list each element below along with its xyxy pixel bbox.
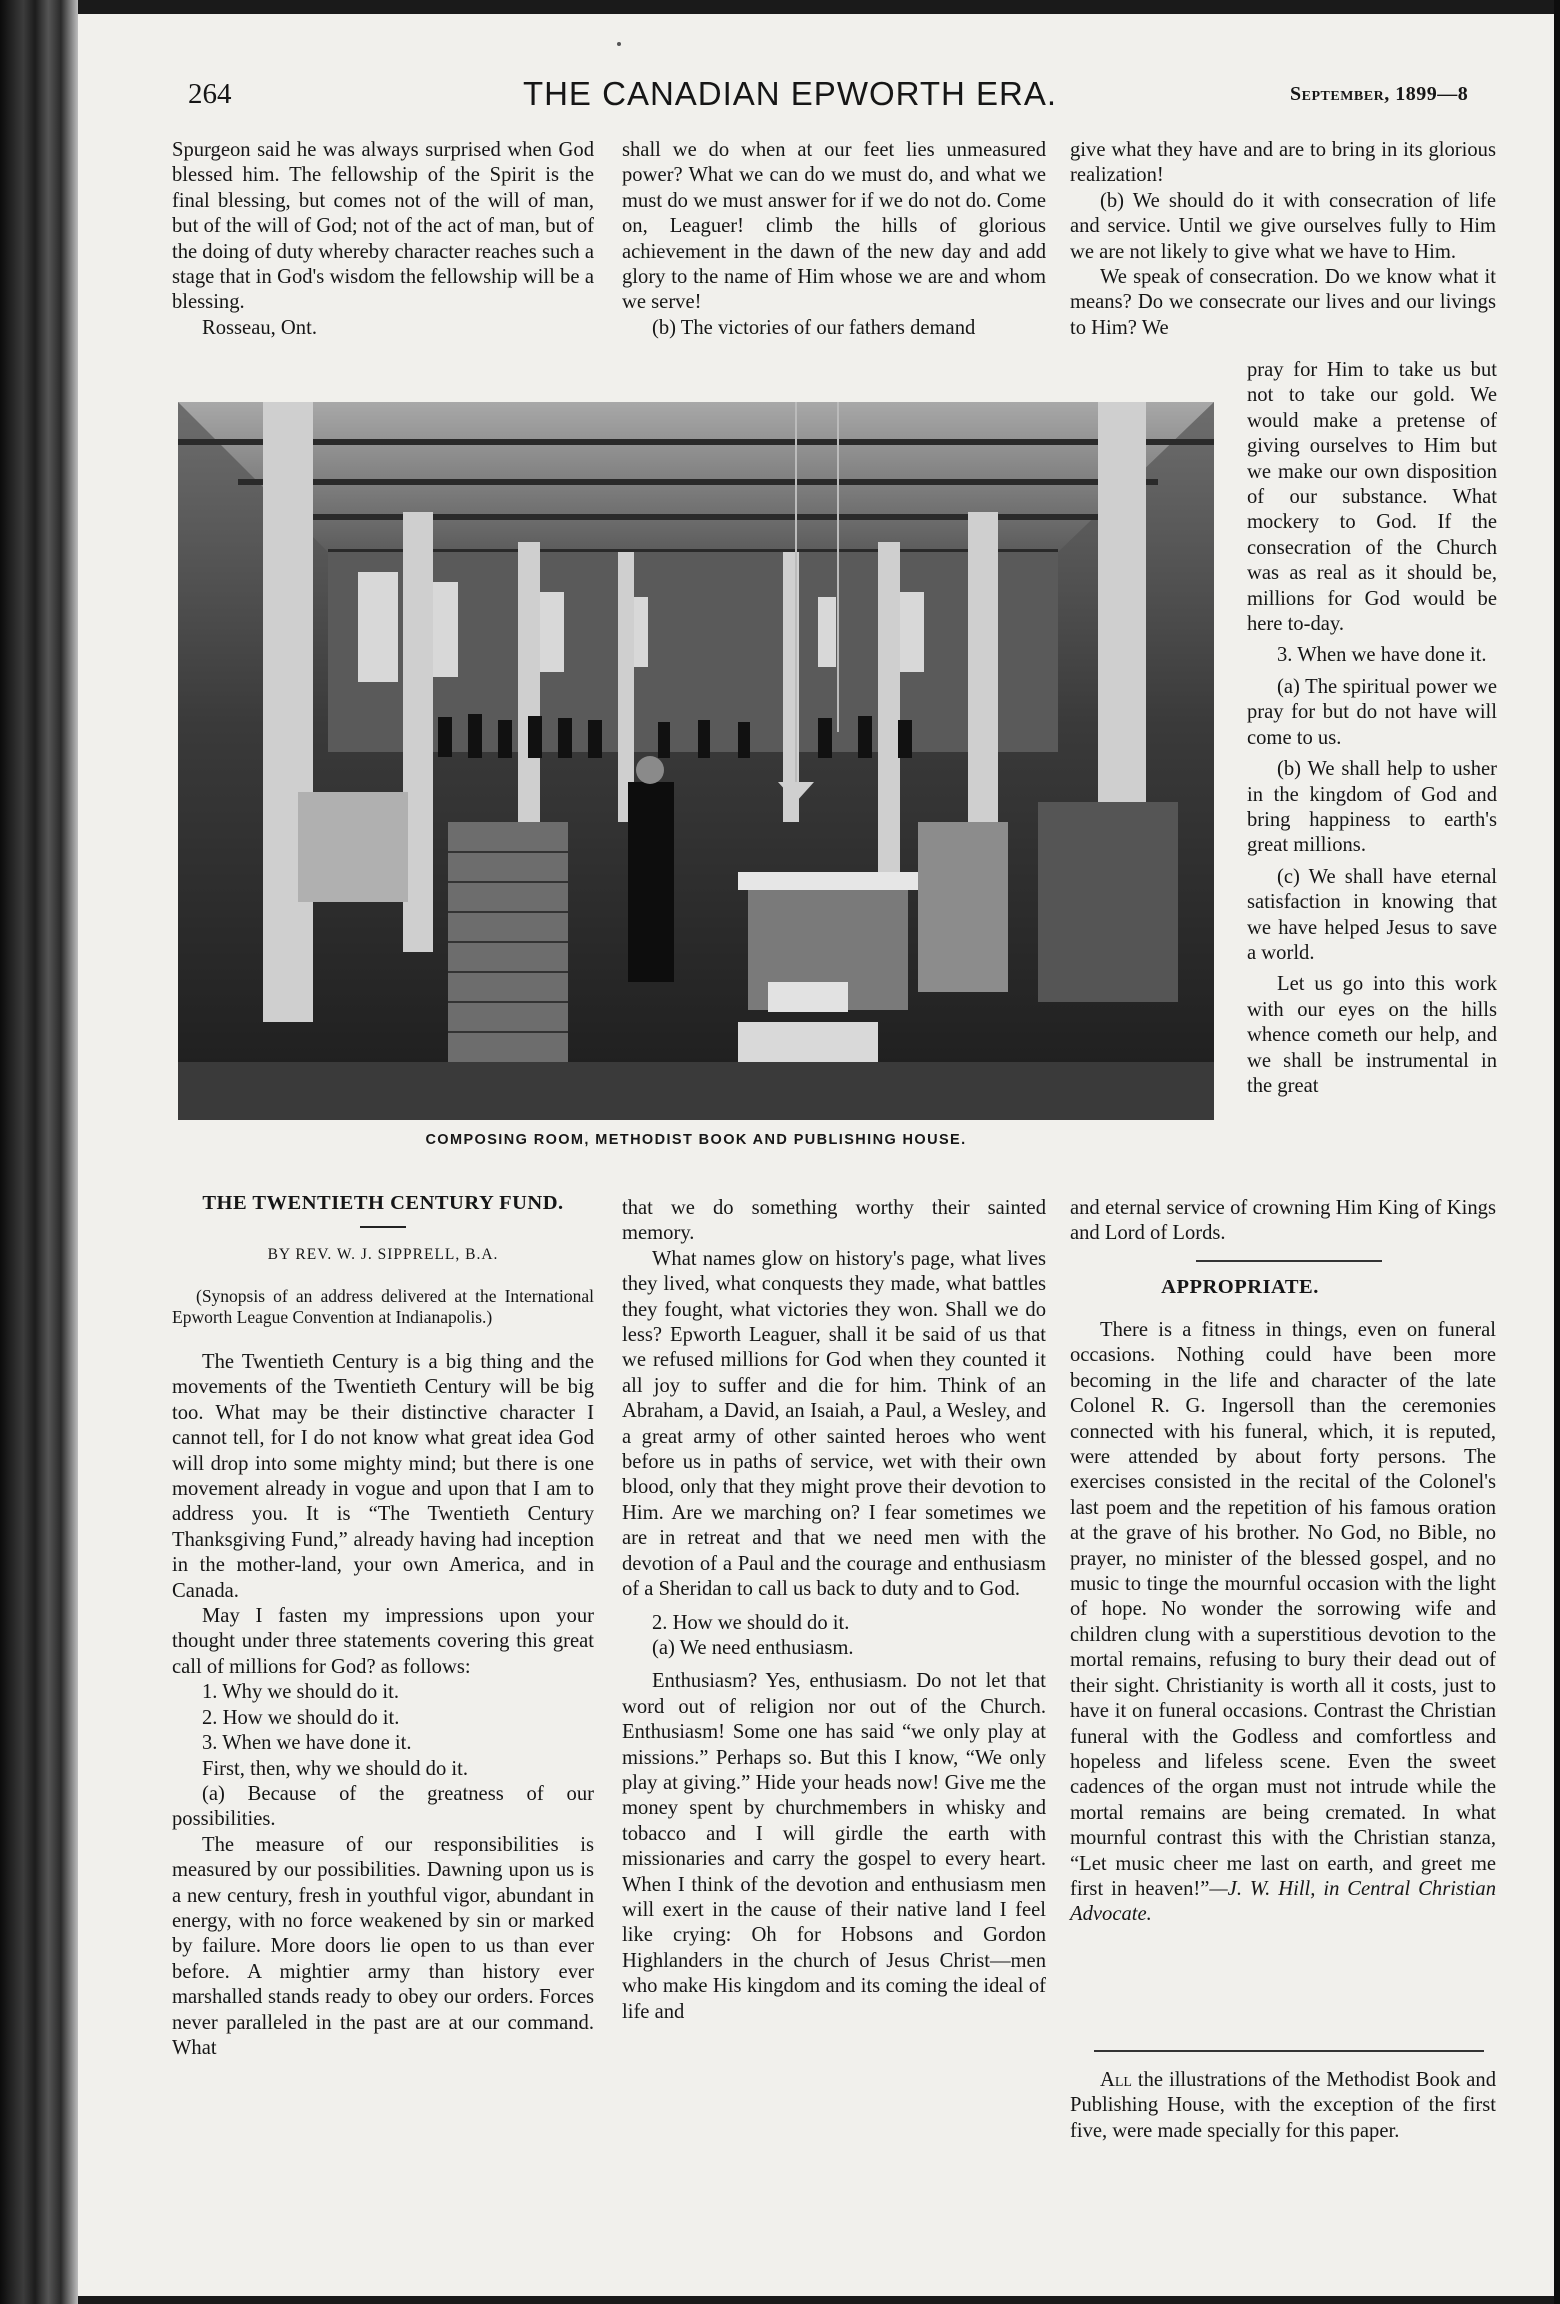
col3-mid-p1: and eternal service of crowning Him King of Kings and Lord of Lords. xyxy=(1070,1197,1496,1245)
title-rule xyxy=(360,1226,406,1228)
article-col1-p1: The Twentieth Century is a big thing and the movements of the Twentieth Century will be big too. What may be their distinctive character I cannot tell, for I do not know what great idea God will drop into some mighty mind; but there is one movement already in vogue and upon that I am to address you. It is “The Twentieth Century Thanksgiving Fund,” already having had inception in the mother-land, your own America, and in Canada. xyxy=(172,1351,594,1602)
appropriate-title: APPROPRIATE. xyxy=(1161,1276,1319,1298)
note-text: the illustrations of the Methodist Book and Publishing House, with the exception of the first five, were made specially for this paper. xyxy=(1070,2069,1496,2142)
page-edge xyxy=(1554,0,1560,2304)
article-synopsis: (Synopsis of an address delivered at the International Epworth League Convention at Indianapolis.) xyxy=(172,1286,594,1327)
appropriate-p1 xyxy=(1070,1318,1496,1928)
article-title: THE TWENTIETH CENTURY FUND. xyxy=(202,1192,564,1214)
note-paragraph xyxy=(1070,2068,1496,2144)
col2-top-p2: (b) The victories of our fathers demand xyxy=(652,316,976,339)
note-lead: All xyxy=(1100,2069,1132,2091)
issue-date: September, 1899—8 xyxy=(1290,83,1469,105)
col1-top-text: Spurgeon said he was always surprised when God blessed him. The fellowship of the Spirit is the final blessing, but comes not of the will of man, but of the will of God; not of the act of man, but of the doing of duty whereby character reaches such a stage that in God's wisdom the fellowship will be a blessing. xyxy=(172,139,594,314)
col3-side-p5: (c) We shall have eternal satisfaction in knowing that we have helped Jesus to save a world. xyxy=(1247,865,1497,964)
col1-top-signature: Rosseau, Ont. xyxy=(202,316,317,339)
note-rule xyxy=(1094,2050,1484,2052)
col3-top-p2: (b) We should do it with consecration of life and service. Until we give ourselves fully to Him we are not likely to give what we have to Him. xyxy=(1070,189,1496,263)
article-col2-p1: that we do something worthy their sainted memory. xyxy=(622,1197,1046,1245)
article-list-item-2: 2. How we should do it. xyxy=(202,1706,400,1729)
article-col2-p3: 2. How we should do it. xyxy=(652,1611,850,1634)
col3-side-p3: (a) The spiritual power we pray for but do not have will come to us. xyxy=(1247,675,1497,749)
section-rule xyxy=(1196,1260,1382,1262)
appropriate-attribution: —J. W. Hill, in Central Christian Advocate. xyxy=(1070,1877,1496,1926)
article-byline: BY REV. W. J. SIPPRELL, B.A. xyxy=(267,1246,499,1263)
col3-side-p6: Let us go into this work with our eyes on the hills whence cometh our help, and we shall be instrumental in the great xyxy=(1247,973,1497,1097)
ink-dot xyxy=(617,42,621,46)
article-col2 xyxy=(622,1196,1046,2025)
composing-room-photo xyxy=(178,402,1214,1120)
article-col1-p5: The measure of our responsibilities is measured by our possibilities. Dawning upon us is a new century, fresh in youthful vigor, abundant in energy, with no force weakened by sin or marked by failure. More doors lie open to us than ever before. A mightier army than history ever marshalled stands ready to obey our orders. Forces never paralleled in the past are at our command. What xyxy=(172,1833,594,2059)
article-col2-p5: Enthusiasm? Yes, enthusiasm. Do not let that word out of religion nor out of the Church. Enthusiasm! Some one has said “we only play at missions.” Perhaps so. But this I know, “We only play at giving.” Hide your heads now! Give me the money spent by churchmembers in whisky and tobacco and I will girdle the earth with missionaries and carry the gospel to every heart. When I think of the devotion and enthusiasm men will exert in the cause of their native land I feel like crying: Oh for Hobsons and Gordon Highlanders in the church of Jesus Christ—men who make His kingdom and its coming the ideal of life and xyxy=(622,1670,1046,2023)
appropriate-body xyxy=(1070,1318,1496,1928)
col1-top xyxy=(172,138,594,341)
col2-top-p1: shall we do when at our feet lies unmeasured power? What we can do we must do, and what we must do we must answer for if we do not do. Come on, Leaguer! climb the hills of glorious achievement in the dawn of the new day and add glory to the name of Him whose we are and whom we serve! xyxy=(622,139,1046,314)
col3-side-p4: (b) We shall help to usher in the kingdom of God and bring happiness to earth's great millions. xyxy=(1247,758,1497,857)
article-col1-p4: (a) Because of the greatness of our possibilities. xyxy=(172,1782,594,1831)
book-spine xyxy=(0,0,78,2304)
col2-top xyxy=(622,138,1046,341)
photo-caption: COMPOSING ROOM, METHODIST BOOK AND PUBLISHING HOUSE. xyxy=(425,1132,967,1148)
page-number: 264 xyxy=(188,78,232,110)
illustrations-note xyxy=(1070,2068,1496,2144)
article-col1-p2: May I fasten my impressions upon your thought under three statements covering this great call of millions for God? as follows: xyxy=(172,1605,594,1678)
article-col1-p3: First, then, why we should do it. xyxy=(202,1757,468,1780)
article-col2-p2: What names glow on history's page, what lives they lived, what conquests they made, what battles they fought, what victories they won. Shall we do less? Epworth Leaguer, shall it be said of us that we refused millions for God when they counted it all joy to suffer and die for him. Think of an Abraham, a David, an Isaiah, a Paul, a Wesley, and a great army of other sainted heroes who went before us in paths of service, wet with their own blood, only that they might prove their devotion to Him. Are we marching on? I fear sometimes we are in retreat and that we need men with the devotion of a Paul and the courage and enthusiasm of a Sheridan to call us back to duty and to God. xyxy=(622,1247,1046,1601)
article-col2-p4: (a) We need enthusiasm. xyxy=(652,1636,854,1659)
col3-side xyxy=(1247,358,1497,1099)
article-col1 xyxy=(172,1286,594,2061)
article-list-item-1: 1. Why we should do it. xyxy=(202,1681,399,1704)
journal-title: THE CANADIAN EPWORTH ERA. xyxy=(522,75,1058,112)
col3-top-p1: give what they have and are to bring in its glorious realization! xyxy=(1070,139,1496,187)
article-list-item-3: 3. When we have done it. xyxy=(202,1732,412,1755)
col3-top xyxy=(1070,138,1496,341)
col3-mid xyxy=(1070,1196,1496,1247)
col3-top-p3: We speak of consecration. Do we know what it means? Do we consecrate our lives and our livings to Him? We xyxy=(1070,266,1496,339)
appropriate-text: There is a fitness in things, even on funeral occasions. Nothing could have been more becoming in the life and character of the late Colonel R. G. Ingersoll than the ceremonies connected with his funeral, which, it is reputed, were attended by about forty persons. The exercises consisted in the recital of the Colonel's last poem and the repetition of his famous oration at the grave of his brother. No God, no Bible, no prayer, no minister of the blessed gospel, and no music to tinge the mournful occasion with the light of hope. No wonder the sorrowing wife and children clung with a superstitious devotion to the mortal remains, refusing to bury their dead out of their sight. Christianity is worth all it costs, just to have it on funeral occasions. Contrast the Christian funeral with the Godless and comfortless and hopeless and lifeless scene. Even the sweet cadences of the organ must not intrude while the mortal remains are being cremated. In what mournful contrast this with the Christian stanza, “Let music cheer me last on earth, and greet me first in heaven!” xyxy=(1070,1319,1496,1900)
col3-side-p2: 3. When we have done it. xyxy=(1277,644,1487,667)
col3-side-p1: pray for Him to take us but not to take our gold. We would make a pretense of giving ourselves to Him but we make our own disposition of our substance. What mockery to God. If the consecration of the Church was as real as it should be, millions for God would be here to-day. xyxy=(1247,359,1497,636)
